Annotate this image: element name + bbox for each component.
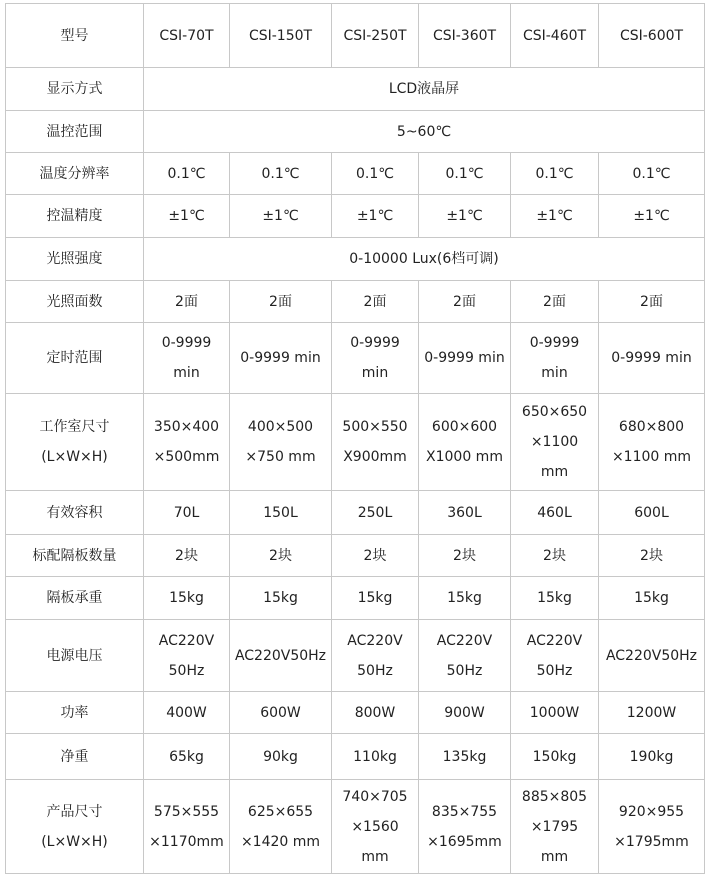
value-cell: [599, 153, 705, 195]
spanning-value-cell: [144, 111, 705, 153]
row-label: [6, 394, 144, 491]
row-label-line: 标配隔板数量: [32, 547, 117, 564]
value-cell-line: 360L: [447, 504, 482, 521]
value-cell: [144, 577, 230, 620]
value-cell: [144, 780, 230, 874]
row-label: [6, 577, 144, 620]
value-cell: [230, 394, 332, 491]
value-cell-line: 15kg: [263, 590, 298, 606]
value-cell: [332, 394, 419, 491]
row-label: [6, 323, 144, 394]
value-cell: [230, 692, 332, 734]
value-cell: [332, 535, 419, 577]
spec-row-power-supply: [6, 620, 705, 692]
value-cell-line: 150kg: [532, 748, 577, 765]
value-cell-line: 885×805: [521, 788, 588, 805]
value-cell-line: 2面: [453, 293, 476, 310]
spec-row-temp-accuracy: [6, 195, 705, 238]
value-cell-line: 0.1℃: [632, 165, 671, 182]
value-cell-line: 110kg: [353, 748, 397, 765]
value-cell-line: 600W: [260, 704, 301, 721]
value-cell-line: ±1℃: [168, 208, 205, 224]
value-cell-line: ×1100 mm: [611, 449, 692, 465]
spanning-value-cell-line: 5~60℃: [396, 123, 452, 140]
value-cell-line: 2面: [269, 293, 292, 310]
value-cell-line: 0.1℃: [167, 165, 206, 182]
row-label-line: 隔板承重: [46, 590, 103, 606]
value-cell-line: mm: [361, 848, 389, 865]
value-cell: [332, 153, 419, 195]
spec-row-chamber-size: [6, 394, 705, 491]
value-cell: [332, 692, 419, 734]
value-cell-line: 740×705: [342, 788, 408, 805]
value-cell-line: 1200W: [626, 704, 677, 721]
value-cell-line: ×500mm: [153, 449, 220, 465]
value-cell: [144, 153, 230, 195]
row-label-line: 光照强度: [46, 251, 103, 267]
model-cell: CSI-360T: [419, 4, 511, 68]
value-cell-line: X1000 mm: [426, 449, 503, 465]
model-cell: CSI-150T: [230, 4, 332, 68]
value-cell-line: 2面: [640, 293, 663, 310]
value-cell: [230, 195, 332, 238]
value-cell: [419, 780, 511, 874]
spanning-value-cell: [144, 68, 705, 111]
value-cell-line: 920×955: [618, 803, 685, 820]
value-cell-line: 800W: [354, 704, 396, 721]
row-label: [6, 111, 144, 153]
model-cell: CSI-70T: [144, 4, 230, 68]
value-cell: [599, 323, 705, 394]
spec-table-body: [6, 4, 705, 874]
value-cell-line: ×1100: [530, 434, 579, 450]
row-label-line: 工作室尺寸: [39, 419, 110, 435]
row-label: [6, 238, 144, 281]
value-cell: [419, 577, 511, 620]
value-cell: [599, 620, 705, 692]
value-cell: [230, 281, 332, 323]
value-cell-line: ×1695mm: [427, 833, 502, 850]
spanning-value-cell-line: LCD液晶屏: [388, 81, 460, 97]
value-cell-line: 50Hz: [357, 662, 393, 679]
value-cell-line: 2面: [175, 293, 198, 310]
row-label: [6, 281, 144, 323]
value-cell: [599, 281, 705, 323]
value-cell-line: 575×555: [153, 803, 220, 820]
value-cell: [419, 323, 511, 394]
row-label: [6, 195, 144, 238]
value-cell-line: 2块: [175, 547, 198, 564]
value-cell: [511, 281, 599, 323]
value-cell: [144, 734, 230, 780]
value-cell-line: 0-9999 min: [240, 350, 321, 366]
value-cell: [230, 535, 332, 577]
value-cell-line: 190kg: [629, 748, 674, 765]
value-cell-line: AC220V: [347, 632, 403, 649]
value-cell: [419, 281, 511, 323]
value-cell-line: AC220V: [158, 632, 215, 649]
value-cell-line: AC220V50Hz: [605, 647, 698, 664]
value-cell-line: 135kg: [442, 748, 487, 765]
value-cell: [332, 734, 419, 780]
value-cell: [419, 195, 511, 238]
row-label: [6, 734, 144, 780]
row-label-line: 功率: [60, 704, 89, 721]
value-cell-line: 0.1℃: [356, 165, 394, 182]
value-cell-line: 500×550: [342, 419, 408, 435]
value-cell: [511, 195, 599, 238]
value-cell: [511, 692, 599, 734]
value-cell: [419, 535, 511, 577]
value-cell-line: 2块: [640, 547, 663, 564]
value-cell-line: 2面: [363, 293, 387, 310]
value-cell: [419, 491, 511, 535]
value-cell-line: ×1420 mm: [240, 833, 321, 850]
value-cell: [230, 323, 332, 394]
value-cell-line: 400×500: [247, 419, 314, 435]
value-cell-line: AC220V50Hz: [234, 647, 327, 664]
value-cell-line: AC220V: [526, 632, 583, 649]
value-cell: [599, 734, 705, 780]
value-cell: [511, 734, 599, 780]
value-cell-line: 400W: [166, 704, 207, 721]
value-cell-line: 15kg: [634, 590, 669, 606]
value-cell-line: 50Hz: [536, 662, 573, 679]
value-cell-line: ×1170mm: [149, 833, 224, 850]
model-cell: CSI-600T: [599, 4, 705, 68]
value-cell: [511, 394, 599, 491]
value-cell-line: 0.1℃: [261, 165, 300, 182]
spec-row-display: [6, 68, 705, 111]
value-cell-line: ±1℃: [356, 208, 394, 224]
value-cell: [511, 323, 599, 394]
row-label: [6, 780, 144, 874]
spec-row-volume: [6, 491, 705, 535]
spec-row-product-size: [6, 780, 705, 874]
value-cell-line: 15kg: [537, 590, 572, 606]
value-cell-line: X900mm: [343, 449, 407, 465]
value-cell: [599, 535, 705, 577]
value-cell: [599, 394, 705, 491]
value-cell: [599, 780, 705, 874]
value-cell: [419, 692, 511, 734]
row-label-line: 控温精度: [46, 208, 103, 224]
value-cell-line: 50Hz: [446, 662, 483, 679]
value-cell: [230, 734, 332, 780]
value-cell-line: ×1795mm: [614, 833, 689, 850]
row-label-line: (L×W×H): [41, 449, 108, 465]
value-cell-line: 90kg: [263, 748, 298, 765]
value-cell-line: AC220V: [436, 632, 493, 649]
value-cell: [144, 281, 230, 323]
row-label-line: 有效容积: [46, 504, 103, 521]
spanning-value-cell-line: 0-10000 Lux(6档可调): [349, 251, 499, 267]
value-cell: [419, 734, 511, 780]
value-cell: [144, 535, 230, 577]
value-cell: [144, 620, 230, 692]
value-cell-line: 2块: [543, 547, 566, 564]
value-cell-line: 15kg: [447, 590, 482, 606]
value-cell: [332, 281, 419, 323]
header-label: 型号: [6, 4, 144, 68]
row-label-line: 温控范围: [46, 123, 103, 140]
row-label-line: 净重: [60, 748, 89, 765]
value-cell-line: 0-9999: [161, 335, 212, 351]
row-label-line: 产品尺寸: [46, 803, 103, 820]
value-cell: [332, 780, 419, 874]
row-label-line: 显示方式: [46, 81, 103, 97]
value-cell: [332, 195, 419, 238]
value-cell-line: 835×755: [431, 803, 498, 820]
row-label: [6, 535, 144, 577]
value-cell-line: 2块: [453, 547, 476, 564]
spec-row-timer-range: [6, 323, 705, 394]
value-cell: [511, 577, 599, 620]
value-cell-line: 0-9999 min: [424, 350, 505, 366]
value-cell-line: 625×655: [247, 803, 314, 820]
row-label: [6, 491, 144, 535]
value-cell-line: 250L: [357, 504, 393, 521]
value-cell-line: 0.1℃: [535, 165, 574, 182]
value-cell-line: 2块: [269, 547, 292, 564]
value-cell: [332, 323, 419, 394]
row-label: [6, 620, 144, 692]
value-cell-line: ±1℃: [536, 208, 573, 224]
value-cell-line: 900W: [444, 704, 485, 721]
value-cell-line: 600L: [634, 504, 669, 521]
value-cell-line: 650×650: [521, 404, 588, 420]
spec-row-shelf-load: [6, 577, 705, 620]
value-cell-line: ±1℃: [262, 208, 299, 224]
spanning-value-cell: [144, 238, 705, 281]
spec-row-light-sides: [6, 281, 705, 323]
value-cell-line: ±1℃: [446, 208, 483, 224]
value-cell-line: 600×600: [431, 419, 498, 435]
value-cell: [332, 620, 419, 692]
row-label-line: (L×W×H): [41, 833, 108, 850]
value-cell-line: ×750 mm: [245, 449, 316, 465]
value-cell: [144, 195, 230, 238]
value-cell-line: 350×400: [153, 419, 220, 435]
spec-row-light-intensity: [6, 238, 705, 281]
spec-table: [5, 3, 705, 874]
value-cell-line: mm: [540, 464, 569, 480]
spec-row-temp-resolution: [6, 153, 705, 195]
row-label: [6, 692, 144, 734]
value-cell-line: 680×800: [618, 419, 685, 435]
value-cell-line: 2面: [543, 293, 566, 310]
value-cell: [599, 491, 705, 535]
value-cell-line: 0-9999 min: [611, 350, 692, 366]
value-cell-line: 0-9999: [529, 335, 580, 351]
row-label: [6, 68, 144, 111]
spec-row-net-weight: [6, 734, 705, 780]
value-cell-line: 50Hz: [168, 662, 205, 679]
value-cell-line: mm: [540, 848, 569, 865]
value-cell-line: 150L: [263, 504, 298, 521]
value-cell: [599, 195, 705, 238]
value-cell-line: min: [541, 365, 568, 381]
spec-row-shelves: [6, 535, 705, 577]
value-cell: [144, 323, 230, 394]
value-cell: [230, 577, 332, 620]
value-cell-line: 1000W: [529, 704, 580, 721]
value-cell-line: 2块: [363, 547, 387, 564]
value-cell: [230, 780, 332, 874]
value-cell-line: 0.1℃: [445, 165, 484, 182]
value-cell-line: 460L: [537, 504, 572, 521]
row-label-line: 定时范围: [46, 350, 103, 366]
value-cell-line: min: [173, 365, 200, 381]
value-cell: [230, 153, 332, 195]
value-cell-line: 15kg: [357, 590, 393, 606]
value-cell: [332, 491, 419, 535]
value-cell: [332, 577, 419, 620]
value-cell: [599, 692, 705, 734]
value-cell-line: 15kg: [169, 590, 204, 606]
value-cell: [419, 620, 511, 692]
value-cell: [144, 394, 230, 491]
spec-row-temp-range: [6, 111, 705, 153]
value-cell: [511, 153, 599, 195]
value-cell: [511, 535, 599, 577]
value-cell-line: 70L: [173, 504, 200, 521]
value-cell: [144, 491, 230, 535]
value-cell: [230, 491, 332, 535]
row-label-line: 温度分辨率: [39, 165, 110, 182]
value-cell: [419, 153, 511, 195]
value-cell-line: min: [361, 365, 389, 381]
value-cell-line: ±1℃: [633, 208, 670, 224]
spec-row-power: [6, 692, 705, 734]
row-label-line: 光照面数: [46, 293, 103, 310]
value-cell-line: 65kg: [169, 748, 204, 765]
value-cell: [511, 491, 599, 535]
value-cell: [144, 692, 230, 734]
row-label-line: 电源电压: [46, 647, 103, 664]
value-cell: [419, 394, 511, 491]
model-cell: CSI-250T: [332, 4, 419, 68]
value-cell: [230, 620, 332, 692]
value-cell-line: ×1795: [530, 818, 579, 835]
value-cell: [511, 620, 599, 692]
header-row: [6, 4, 705, 68]
value-cell-line: 0-9999: [350, 335, 400, 351]
value-cell: [599, 577, 705, 620]
value-cell-line: ×1560: [351, 818, 399, 835]
row-label: [6, 153, 144, 195]
model-cell: CSI-460T: [511, 4, 599, 68]
value-cell: [511, 780, 599, 874]
